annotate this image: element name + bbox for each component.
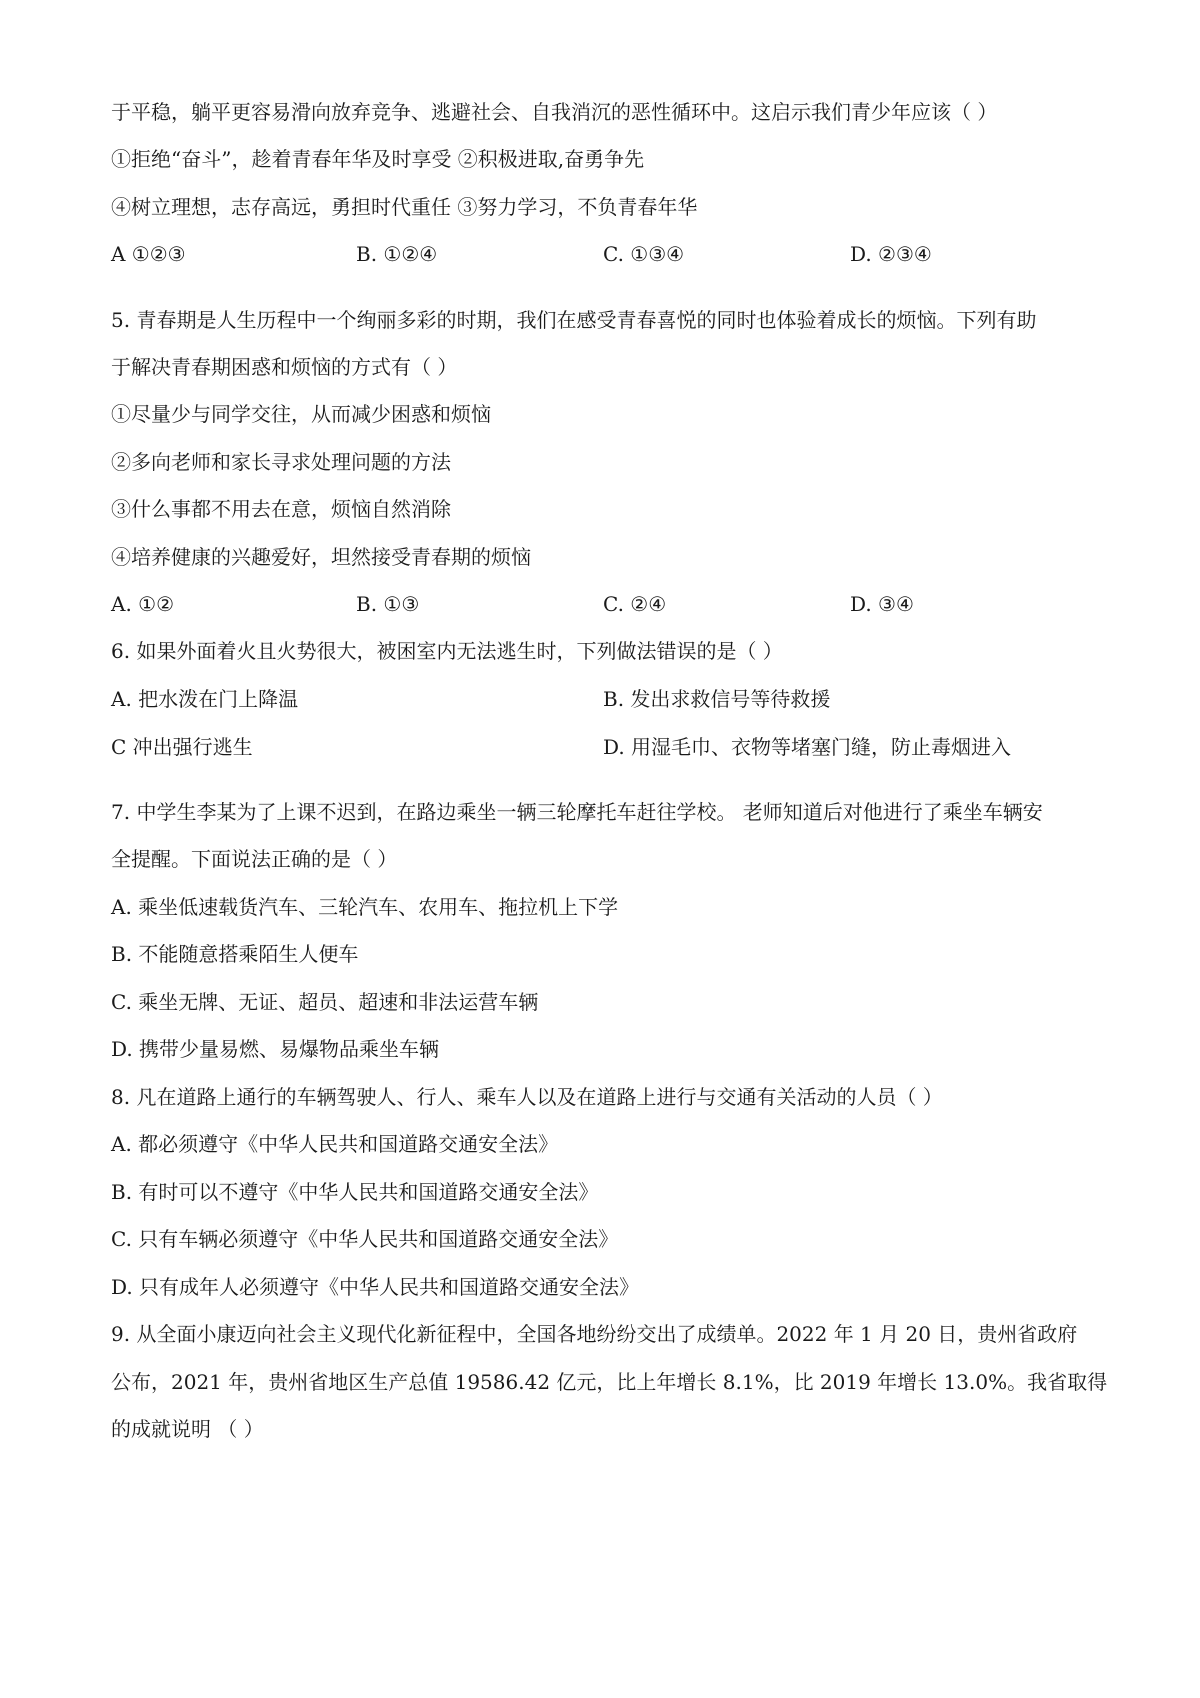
- q5-item-4: ④培养健康的兴趣爱好，坦然接受青春期的烦恼: [111, 545, 531, 569]
- q6-option-c[interactable]: C 冲出强行逃生: [111, 735, 253, 759]
- q5-stem-line1: 5. 青春期是人生历程中一个绚丽多彩的时期，我们在感受青春喜悦的同时也体验着成长的烦恼。下列有助: [111, 308, 1037, 332]
- q8-stem: 8. 凡在道路上通行的车辆驾驶人、行人、乘车人以及在道路上进行与交通有关活动的人员（ ）: [111, 1085, 943, 1109]
- q6-option-d[interactable]: D. 用湿毛巾、衣物等堵塞门缝，防止毒烟进入: [603, 735, 1012, 759]
- q7-option-d[interactable]: D. 携带少量易燃、易爆物品乘坐车辆: [111, 1037, 440, 1061]
- q4-option-a[interactable]: A ①②③: [111, 242, 186, 266]
- q5-option-a[interactable]: A. ①②: [111, 592, 175, 616]
- q9-stem-line3: 的成就说明 （ ）: [111, 1417, 264, 1441]
- q5-option-d[interactable]: D. ③④: [850, 592, 914, 616]
- q7-stem-line1: 7. 中学生李某为了上课不迟到，在路边乘坐一辆三轮摩托车赶往学校。 老师知道后对他进行了乘坐车辆安: [111, 800, 1043, 824]
- q6-option-a[interactable]: A. 把水泼在门上降温: [111, 687, 299, 711]
- q8-option-c[interactable]: C. 只有车辆必须遵守《中华人民共和国道路交通安全法》: [111, 1227, 619, 1251]
- q5-option-c[interactable]: C. ②④: [603, 592, 667, 616]
- q6-option-b[interactable]: B. 发出求救信号等待救援: [603, 687, 831, 711]
- q7-stem-line2: 全提醒。下面说法正确的是（ ）: [111, 847, 398, 871]
- q5-item-1: ①尽量少与同学交往，从而减少困惑和烦恼: [111, 402, 491, 426]
- q8-option-a[interactable]: A. 都必须遵守《中华人民共和国道路交通安全法》: [111, 1132, 559, 1156]
- q5-option-b[interactable]: B. ①③: [356, 592, 420, 616]
- q8-option-d[interactable]: D. 只有成年人必须遵守《中华人民共和国道路交通安全法》: [111, 1275, 640, 1299]
- q5-item-3: ③什么事都不用去在意，烦恼自然消除: [111, 497, 451, 521]
- q5-stem-line2: 于解决青春期困惑和烦恼的方式有（ ）: [111, 355, 458, 379]
- q7-option-a[interactable]: A. 乘坐低速载货汽车、三轮汽车、农用车、拖拉机上下学: [111, 895, 619, 919]
- q9-stem-line2: 公布，2021 年，贵州省地区生产总值 19586.42 亿元，比上年增长 8.1%，比 2019 年增长 13.0%。我省取得: [111, 1370, 1108, 1394]
- q4-items-row1: ①拒绝“奋斗”，趁着青春年华及时享受 ②积极进取,奋勇争先: [111, 147, 645, 171]
- q9-stem-line1: 9. 从全面小康迈向社会主义现代化新征程中，全国各地纷纷交出了成绩单。2022 年 1 月 20 日，贵州省政府: [111, 1322, 1078, 1346]
- q6-stem: 6. 如果外面着火且火势很大，被困室内无法逃生时，下列做法错误的是（ ）: [111, 639, 783, 663]
- q4-option-c[interactable]: C. ①③④: [603, 242, 685, 266]
- q4-option-d[interactable]: D. ②③④: [850, 242, 932, 266]
- q4-option-b[interactable]: B. ①②④: [356, 242, 438, 266]
- q5-item-2: ②多向老师和家长寻求处理问题的方法: [111, 450, 451, 474]
- q8-option-b[interactable]: B. 有时可以不遵守《中华人民共和国道路交通安全法》: [111, 1180, 599, 1204]
- q4-stem-continuation: 于平稳，躺平更容易滑向放弃竞争、逃避社会、自我消沉的恶性循环中。这启示我们青少年应该（ ）: [111, 100, 998, 124]
- q7-option-b[interactable]: B. 不能随意搭乘陌生人便车: [111, 942, 359, 966]
- q7-option-c[interactable]: C. 乘坐无牌、无证、超员、超速和非法运营车辆: [111, 990, 539, 1014]
- q4-items-row2: ④树立理想，志存高远，勇担时代重任 ③努力学习，不负青春年华: [111, 195, 698, 219]
